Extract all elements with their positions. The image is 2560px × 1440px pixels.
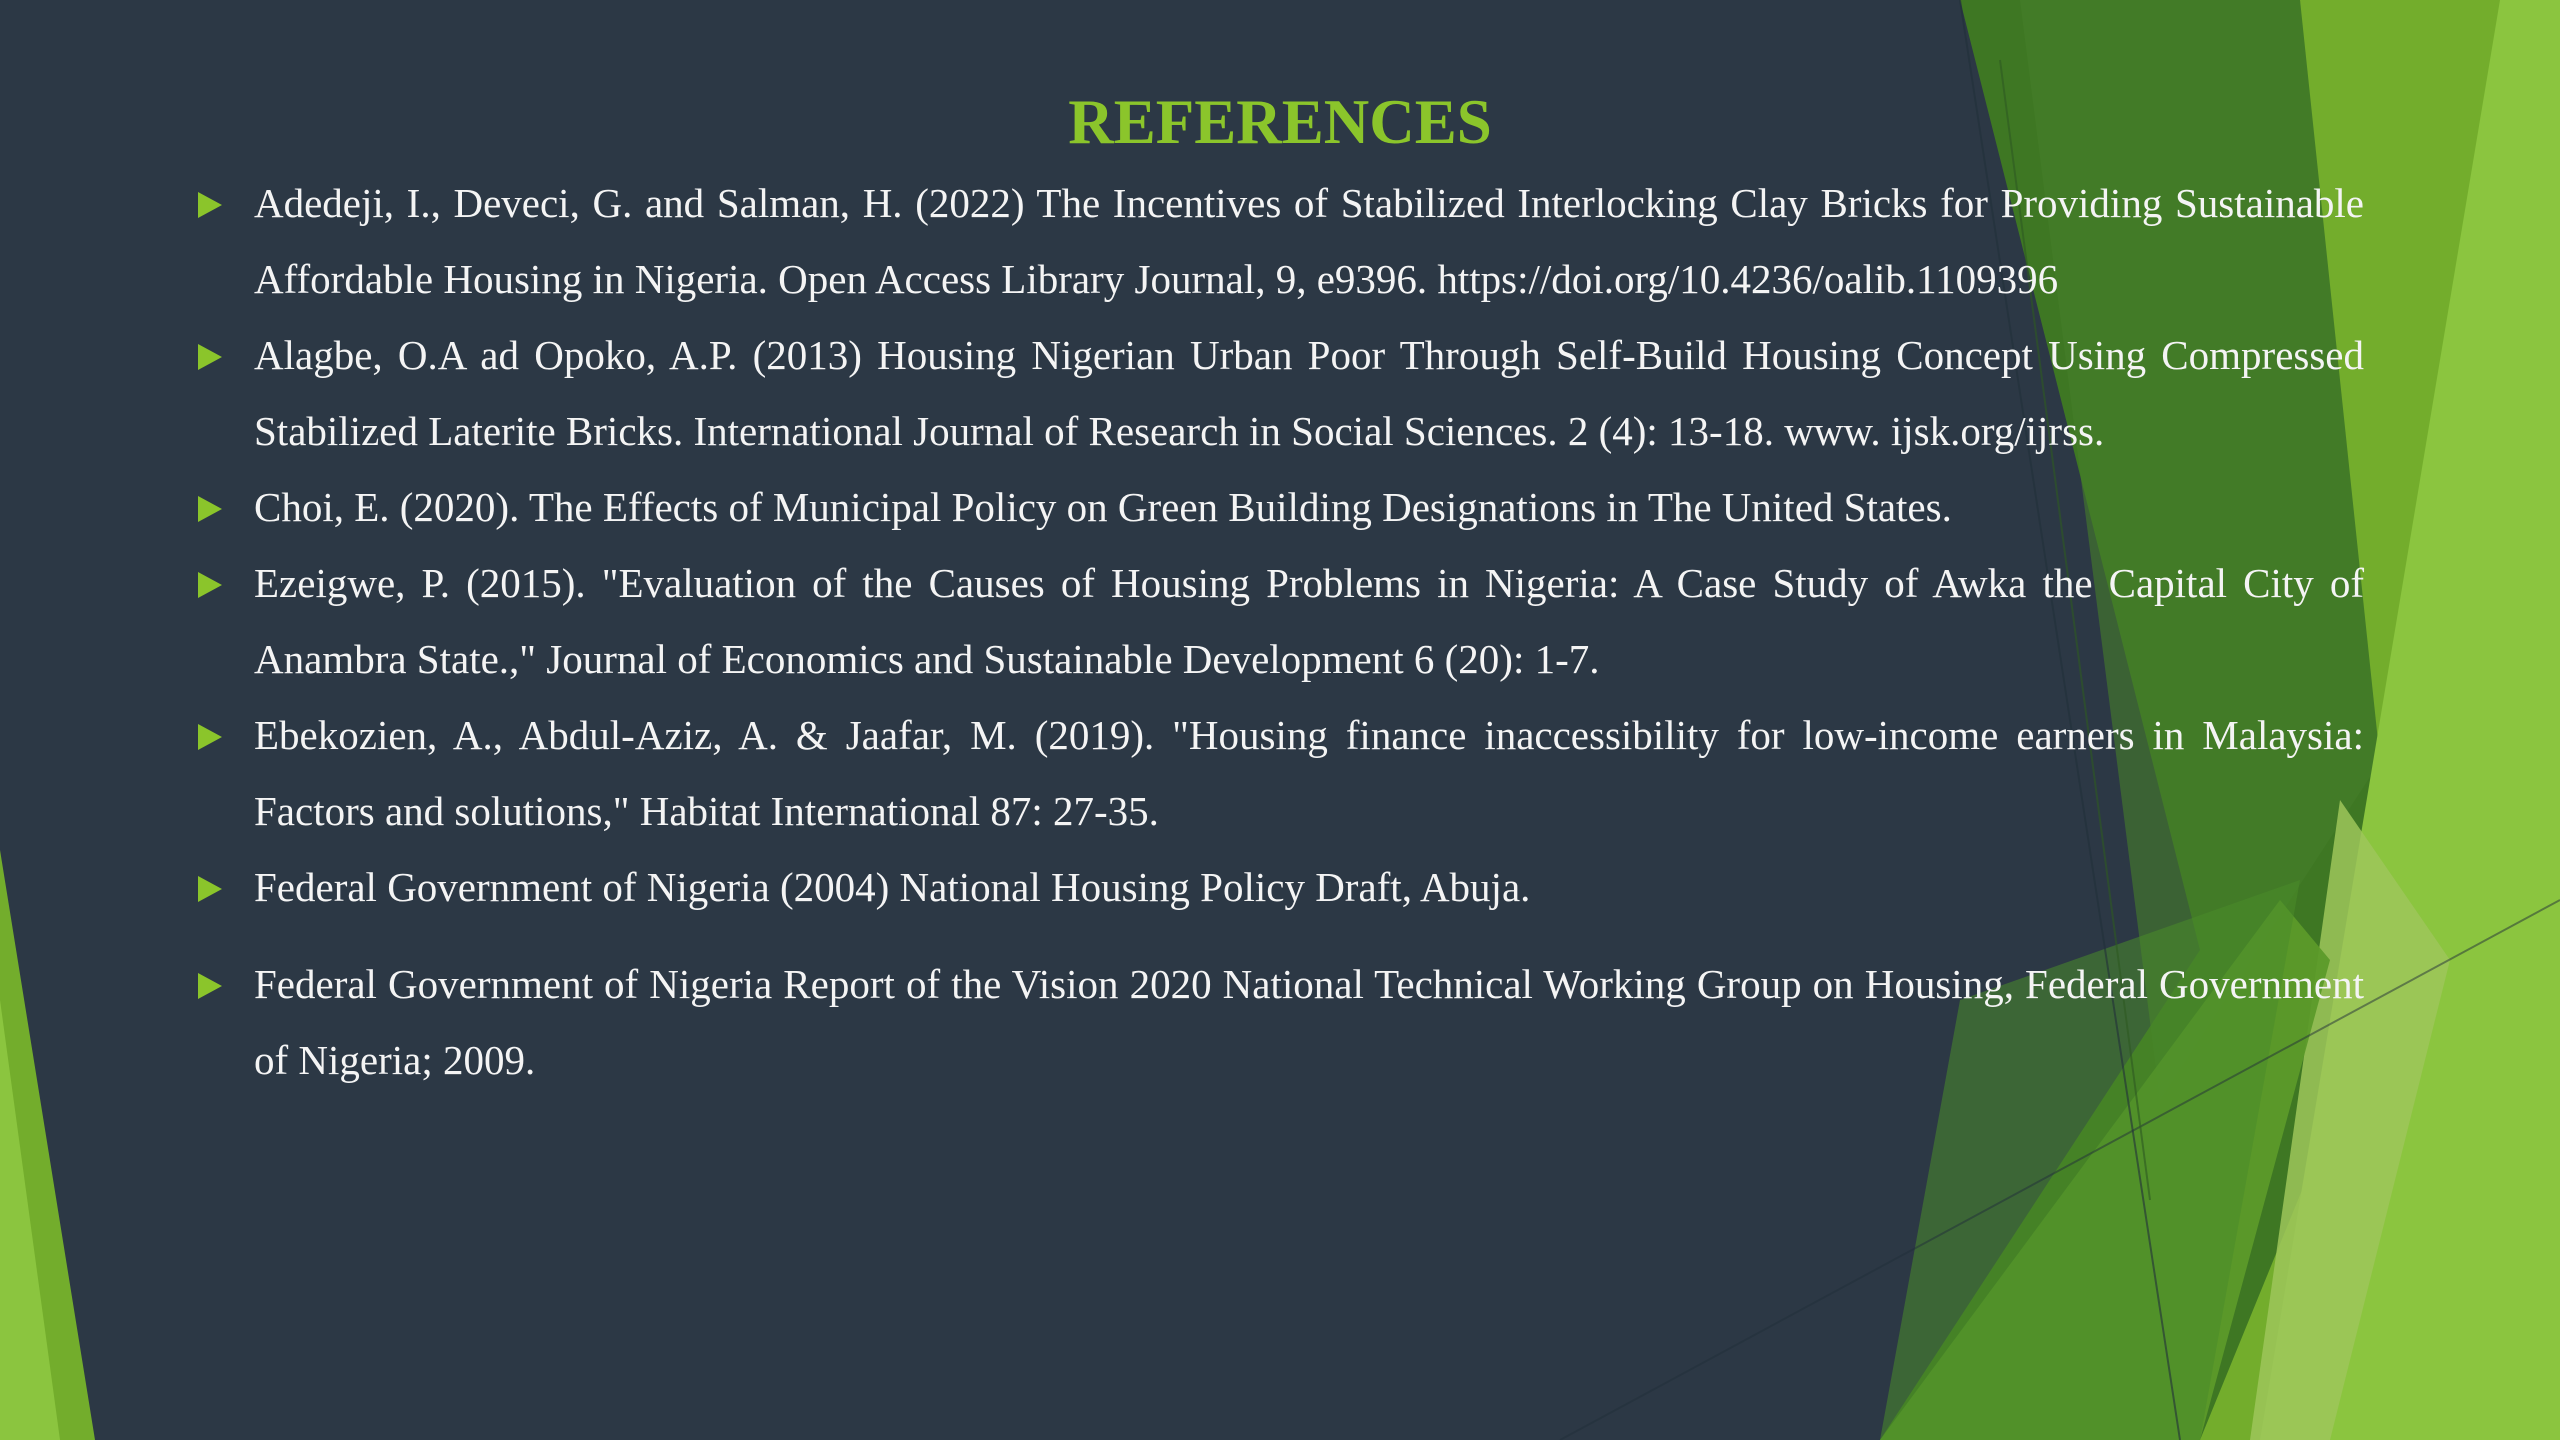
references-list: [190, 165, 2364, 1098]
reference-text: Ebekozien, A., Abdul-Aziz, A. & Jaafar, M. (2019). "Housing finance inaccessibility for low-income earners in Malaysia: Factors and solutions," Habitat International 87: 27-35.: [254, 712, 2364, 834]
triangle-right-icon: [198, 496, 222, 522]
list-item: [190, 545, 2364, 697]
list-item: [190, 849, 2364, 925]
list-item: [190, 165, 2364, 317]
list-item: [190, 946, 2364, 1098]
list-item: [190, 469, 2364, 545]
reference-text: Ezeigwe, P. (2015). "Evaluation of the Causes of Housing Problems in Nigeria: A Case Study of Awka the Capital City of Anambra State.," Journal of Economics and Sustainable Development 6 (20): 1-7.: [254, 560, 2364, 682]
triangle-right-icon: [198, 724, 222, 750]
reference-text: Federal Government of Nigeria (2004) National Housing Policy Draft, Abuja.: [254, 864, 1531, 910]
reference-text: Alagbe, O.A ad Opoko, A.P. (2013) Housing Nigerian Urban Poor Through Self-Build Housing Concept Using Compressed Stabilized Laterite Bricks. International Journal of Research in Social Sciences. 2 (4): 13-18. www. ijsk.org/ijrss.: [254, 332, 2364, 454]
triangle-right-icon: [198, 572, 222, 598]
list-item: [190, 317, 2364, 469]
triangle-right-icon: [198, 192, 222, 218]
reference-text: Federal Government of Nigeria Report of the Vision 2020 National Technical Working Group on Housing, Federal Government of Nigeria; 2009.: [254, 961, 2364, 1083]
triangle-right-icon: [198, 973, 222, 999]
reference-text: Choi, E. (2020). The Effects of Municipal Policy on Green Building Designations in The United States.: [254, 484, 1952, 530]
page-title: REFERENCES: [1068, 87, 1492, 157]
triangle-right-icon: [198, 876, 222, 902]
list-item: [190, 697, 2364, 849]
reference-text: Adedeji, I., Deveci, G. and Salman, H. (2022) The Incentives of Stabilized Interlocking Clay Bricks for Providing Sustainable Affordable Housing in Nigeria. Open Access Library Journal, 9, e9396. https://doi.org/10.4236/oalib.1109396: [254, 180, 2364, 302]
triangle-right-icon: [198, 344, 222, 370]
